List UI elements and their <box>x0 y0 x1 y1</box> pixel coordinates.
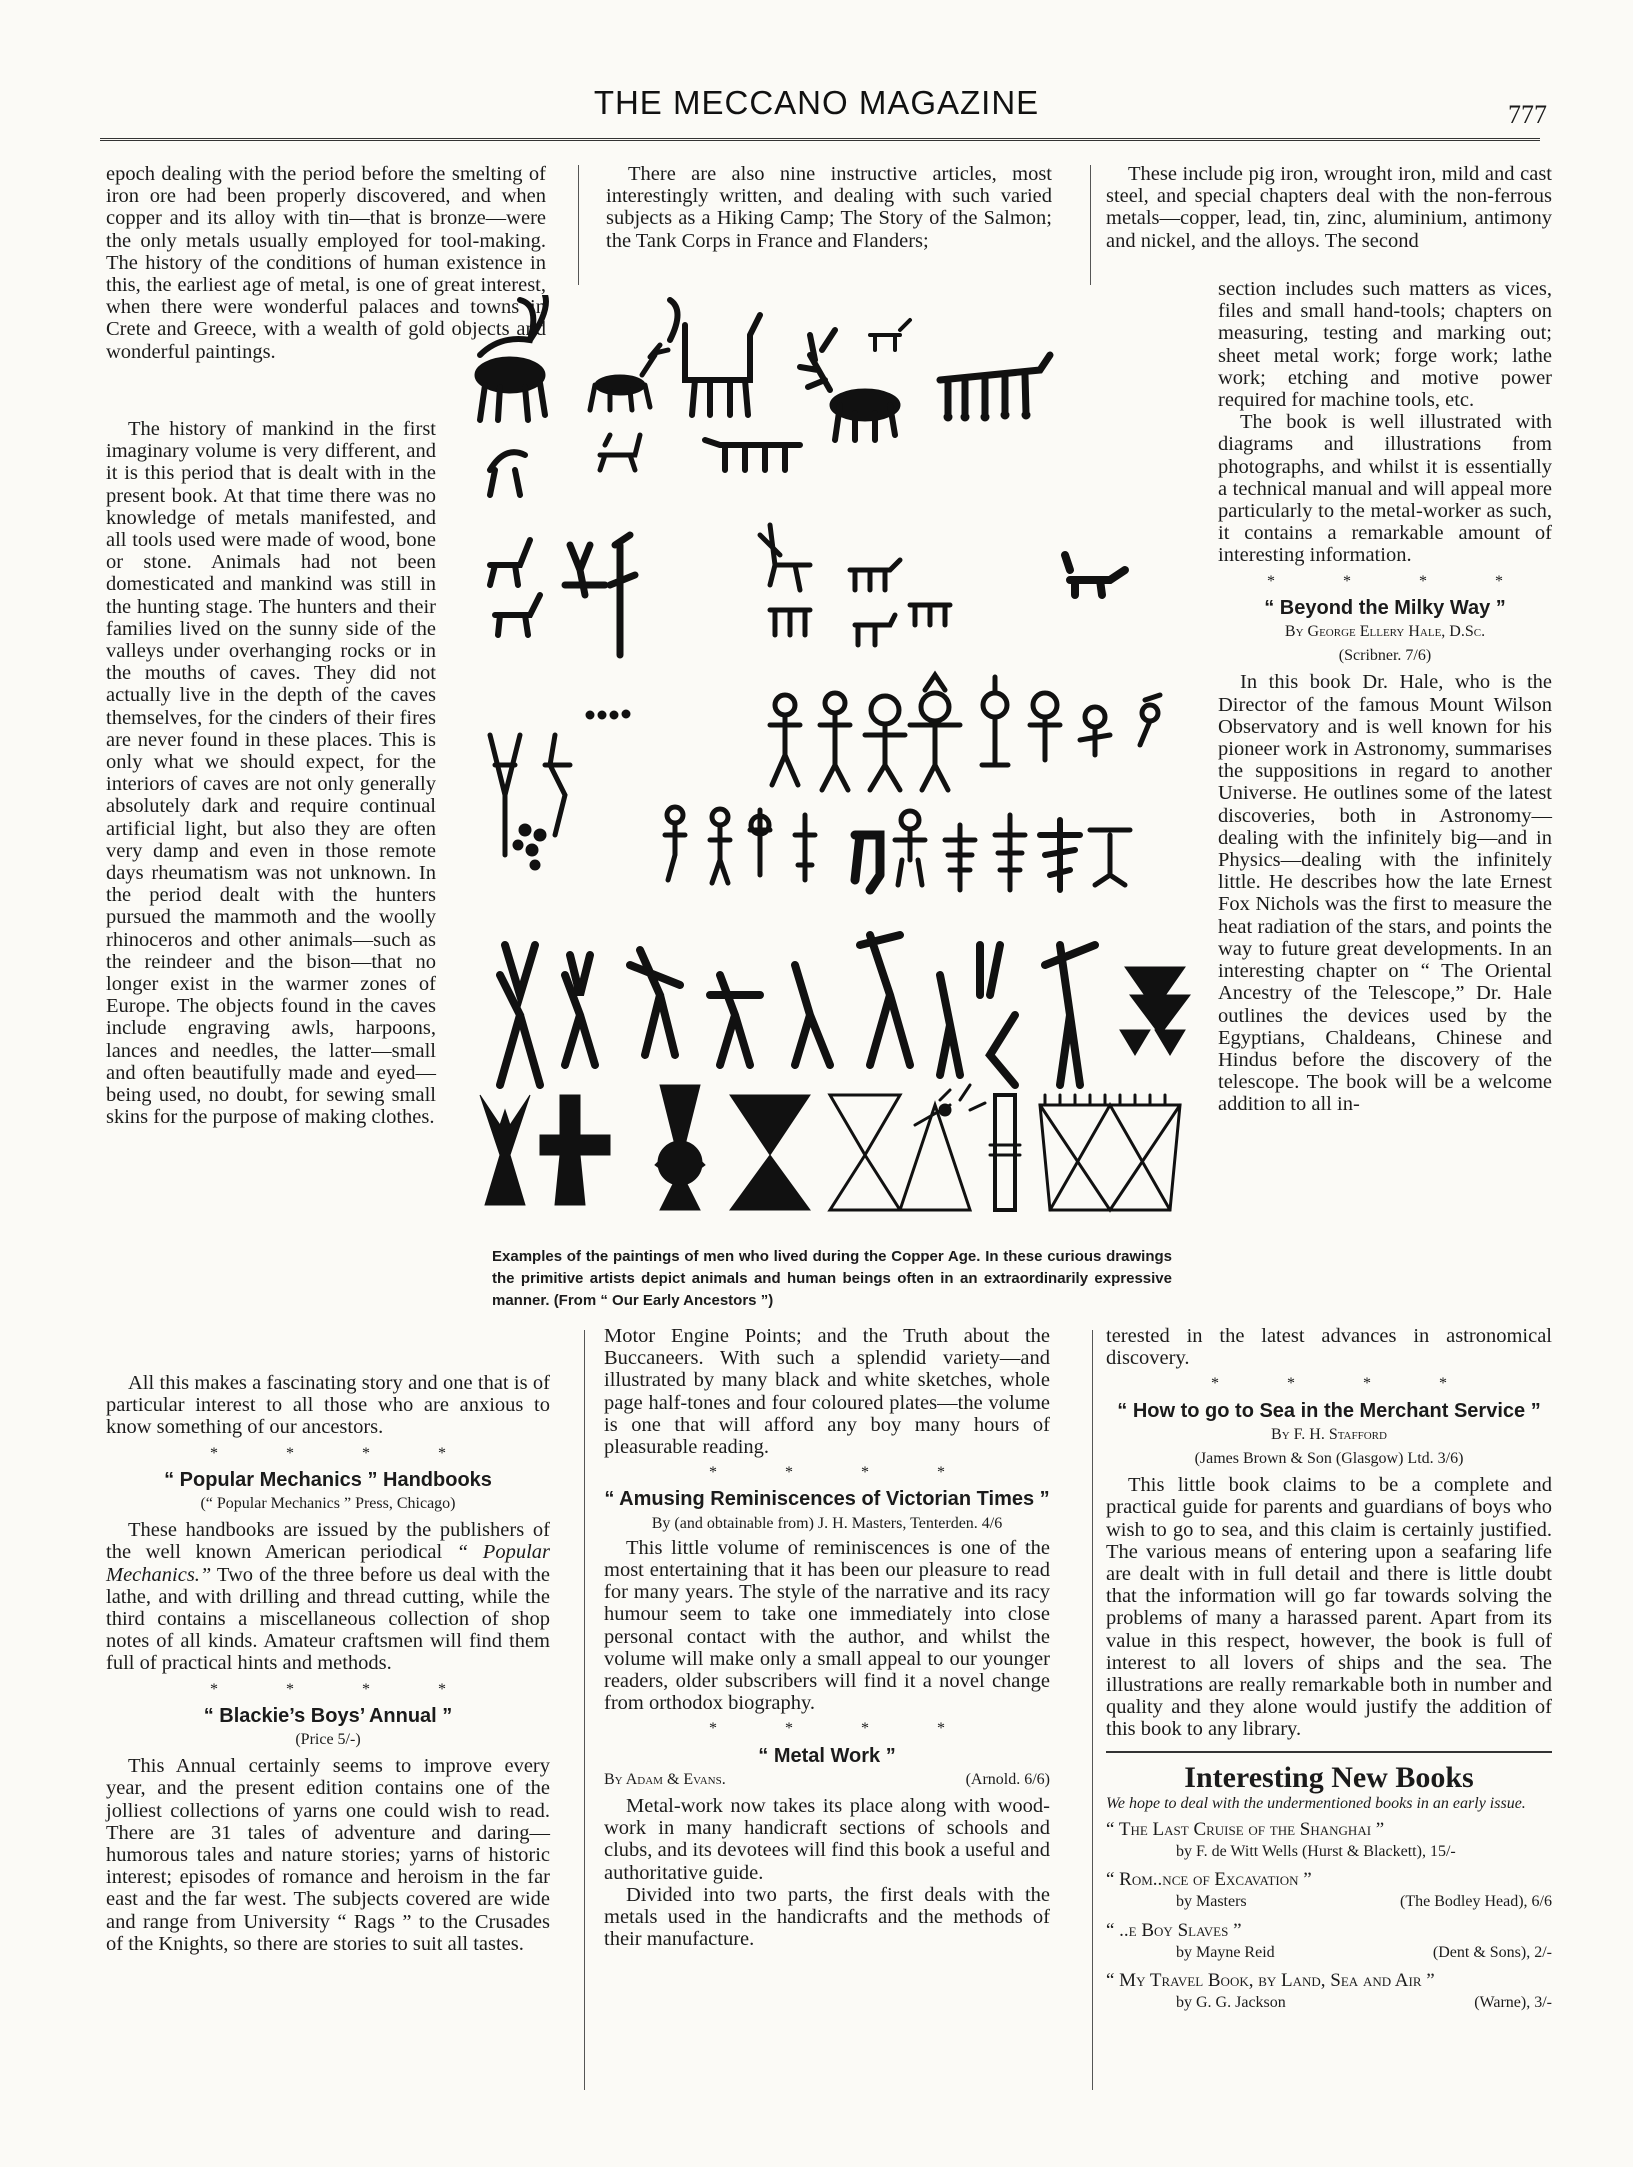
blackie-heading: “ Blackie’s Boys’ Annual ” <box>203 1704 453 1727</box>
horse-drawing <box>940 355 1050 421</box>
metal-work-price: (Arnold. 6/6) <box>965 1770 1050 1788</box>
row3-tall-figure <box>610 535 635 655</box>
figure-caption: Examples of the paintings of men who lived during the Copper Age. In these curious drawings the primitive artists depict animals and human beings often in an extraordinarily expressive manner. (From “ Our Early Ancestors ”) <box>492 1248 1172 1309</box>
new-book-item <box>1106 1970 1552 2014</box>
merchant-service-author: By F. H. Stafford <box>1271 1425 1387 1443</box>
column-2-top <box>606 163 1052 252</box>
milky-way-publisher: (Scribner. 7/6) <box>1338 647 1432 665</box>
new-book-title: “ Rom..nce of Excavation ” <box>1106 1869 1312 1891</box>
row3-animal-6 <box>770 610 810 635</box>
new-book-item <box>1106 1920 1552 1964</box>
new-book-publisher: (The Bodley Head), 6/6 <box>1400 1893 1552 1911</box>
column-rule-bottom-right <box>1092 1330 1093 2090</box>
section-separator: * * * * <box>1267 572 1535 590</box>
milky-way-author: By George Ellery Hale, D.Sc. <box>1284 623 1486 641</box>
new-book-publisher: (Warne), 3/- <box>1474 1994 1552 2012</box>
column-rule-top-left <box>578 165 579 285</box>
column-1-main <box>106 418 436 1129</box>
new-book-byline <box>1106 1891 1552 1913</box>
human-figures-row-3 <box>665 807 1130 890</box>
new-book-item <box>1106 1819 1552 1863</box>
section-separator: * * * * <box>709 1464 977 1482</box>
column-3-lower <box>1106 1325 1552 2014</box>
section-separator: * * * * <box>1211 1375 1479 1393</box>
metal-work-byline <box>604 1769 1050 1791</box>
amusing-reminiscences-review: This little volume of reminiscences is one of the most entertaining that it has been our pleasure to read for many years. The style of the narrative and its racy humour seem to take one immediately into close personal contact with the author, and whilst the volume will make only a small appeal to our younger readers, older subscribers will find it a novel change from orthodox biography. <box>604 1536 1050 1715</box>
row3-animal-2 <box>495 595 540 635</box>
ibex-drawing <box>475 295 546 420</box>
column-3-top <box>1106 163 1552 252</box>
new-book-author: by Masters <box>1176 1893 1247 1911</box>
row3-animal-5 <box>910 605 950 625</box>
metal-work-heading: “ Metal Work ” <box>758 1744 896 1767</box>
merchant-service-heading: “ How to go to Sea in the Merchant Service ” <box>1117 1399 1541 1422</box>
new-book-author: by Mayne Reid <box>1176 1943 1275 1961</box>
new-books-note: We hope to deal with the undermentioned books in an early issue. <box>1106 1794 1526 1812</box>
human-figures-row-2 <box>490 735 570 855</box>
metal-work-para-2: Divided into two parts, the first deals with the metals used in the handicrafts and the methods of their manufacture. <box>604 1883 1050 1951</box>
small-deer-drawing <box>600 435 640 470</box>
popular-text-a: These handbooks are issued by the publishers of the well known American periodical <box>106 1519 550 1564</box>
goat-drawing <box>670 300 760 415</box>
popular-text-b: Two of the three before us deal with the lathe, and with drilling and thread cutting, while the third contains a miscellaneous collection of shop notes of all kinds. Amateur craftsmen will find them full of practical hints and methods. <box>106 1563 550 1675</box>
col3-cont-text: terested in the latest advances in astronomical discovery. <box>1106 1325 1552 1370</box>
human-figures-row-1 <box>770 675 1160 790</box>
column-rule-bottom-left <box>584 1330 585 2090</box>
blackie-price: (Price 5/-) <box>295 1731 361 1749</box>
section-separator: * * * * <box>709 1720 977 1738</box>
col2-cont-text: Motor Engine Points; and the Truth about the Buccaneers. With such a splendid variety—and illustrated by many black and white sketches, whole page half-tones and four coloured plates—the volume is one that will afford any boy many hours of pleasurable reading. <box>604 1325 1050 1459</box>
section-separator: * * * * <box>210 1680 478 1698</box>
blackie-review: This Annual certainly seems to improve every year, and the present edition contains one of the jolliest collections of yarns one could wish to read. There are 31 tales of adventure and daring—humorous tales and nature stories; yarns of historic interest; episodes of romance and heroism in the far east and the far west. The subjects covered are wide and range from University “ Rags ” to the Crusades of the Knights, so there are stories to suit all tastes. <box>106 1755 550 1955</box>
milky-way-heading: “ Beyond the Milky Way ” <box>1264 596 1506 619</box>
magazine-title: THE MECCANO MAGAZINE <box>593 84 1040 121</box>
amusing-reminiscences-heading: “ Amusing Reminiscences of Victorian Times ” <box>604 1488 1050 1511</box>
row3-animal-3 <box>760 525 810 590</box>
cave-paintings-figure <box>470 295 1200 1230</box>
new-books-rule <box>1106 1751 1552 1753</box>
section-separator: * * * * <box>210 1444 478 1462</box>
new-books-heading: Interesting New Books <box>1184 1760 1474 1794</box>
row3-figure <box>565 545 605 595</box>
popular-mechanics-publisher: (“ Popular Mechanics ” Press, Chicago) <box>200 1495 456 1513</box>
new-book-publisher: (Dent & Sons), 2/- <box>1432 1943 1552 1961</box>
figures-row-5 <box>480 1085 1180 1210</box>
milky-way-review: In this book Dr. Hale, who is the Director of the famous Mount Wilson Observatory and is well known for his pioneer work in Astronomy, summarises the suppositions in regard to another Universe. He outlines some of the latest discoveries, both in Astronomy—dealing with the infinitely big—and in Physics—dealing with the infinitely little. He describes how the late Ernest Fox Nichols was the first to measure the heat radiation of the stars, and points the way to future great developments. In an interesting chapter on “ The Oriental Ancestry of the Telescope,” Dr. Hale outlines the devices used by the Egyptians, Chaldeans, Chinese and Hindus before the discovery of the telescope. The book will be a welcome addition to all in- <box>1218 671 1552 1116</box>
merchant-service-review: This little book claims to be a complete and practical guide for parents and guardians of boys who wish to go to sea, and this claim is certainly justified. The various means of entering upon a seafaring life are dealt with in full detail and there is little doubt that the information will go far towards solving the problems of many a harassed parent. Apart from its value in this respect, however, the book is full of interest to all lovers of ships and the sea. The illustrations are really remarkable both in number and quality and they alone would justify the addition of this book to any library. <box>1106 1474 1552 1741</box>
col3-para-1: section includes such matters as vices, files and small hand-tools; chapters on measuring, testing and marking out; sheet metal work; forge work; lathe work; etching and motive power required for machine tools, etc. <box>1218 278 1552 412</box>
reindeer-drawing <box>800 320 910 440</box>
popular-mechanics-heading: “ Popular Mechanics ” Handbooks <box>164 1468 492 1491</box>
merchant-service-publisher: (James Brown & Son (Glasgow) Ltd. 3/6) <box>1194 1450 1464 1468</box>
col1-para-2: The history of mankind in the first imaginary volume is very different, and it is this period that is dealt with in the present book. At that time there was no knowledge of metals manifested, and all tools used were made of wood, bone or stone. Animals had not been domesticated and mankind was still in the hunting stage. The hunters and their families lived on the sunny side of the valleys under overhanging rocks or in the mouths of caves. They did not actually live in the depth of the caves themselves, for the cinders of their fires are never found in these places. This is only what we should expect, for the interiors of caves are not only generally absolutely dark and require continual artificial light, but also they are often very damp and even in those remote days rheumatism was not unknown. In the period dealt with the hunters pursued the mammoth and the woolly rhinoceros and other animals—such as the reindeer and the bison—that no longer exist in the warmer zones of Europe. The objects found in the caves include engraving awls, harpoons, lances and needles, the latter—small and often beautifully made and eyed—being used, no doubt, for sewing small skins for the purpose of making clothes. <box>106 418 436 1129</box>
deer-drawing <box>590 345 668 410</box>
row3-animal-4 <box>850 560 900 590</box>
col1-para-1: epoch dealing with the period before the smelting of iron ore had been properly discovered, and when copper and its alloy with tin—that is bronze—were the only metals usually employed for tool-making. The history of the conditions of human existence in this, the earliest age of metal, is one of great interest, when there were wonderful palaces and towns in Crete and Greece, with a wealth of gold objects and wonderful paintings. <box>106 163 546 363</box>
col3-top-text: These include pig iron, wrought iron, mild and cast steel, and special chapters deal with the non-ferrous metals—copper, lead, tin, zinc, aluminium, antimony and nickel, and the alloys. The second <box>1106 163 1552 252</box>
popular-mechanics-review <box>106 1519 550 1674</box>
column-2-lower <box>604 1325 1050 1950</box>
metal-work-author: By Adam & Evans. <box>604 1770 726 1788</box>
new-book-title: “ ..e Boy Slaves ” <box>1106 1919 1242 1941</box>
popular-text-italic: “ Popular Mechanics.” <box>106 1541 550 1586</box>
new-book-author: by G. G. Jackson <box>1176 1994 1286 2012</box>
new-books-list <box>1106 1819 1552 2015</box>
new-book-byline <box>1106 1841 1552 1863</box>
human-figures-row-4 <box>500 935 1095 1085</box>
new-book-byline <box>1106 1942 1552 1964</box>
new-book-title: “ The Last Cruise of the Shanghai ” <box>1106 1818 1385 1840</box>
amusing-reminiscences-author: By (and obtainable from) J. H. Masters, Tenterden. 4/6 <box>651 1514 1003 1532</box>
column-rule-top-right <box>1090 165 1091 285</box>
new-book-author: by F. de Witt Wells (Hurst & Blackett), 15/- <box>1176 1843 1456 1861</box>
metal-work-para-1: Metal-work now takes its place along with wood-work in many handicraft sections of schools and clubs, and its devotees will find this book a useful and authoritative guide. <box>604 1795 1050 1884</box>
col3-para-2: The book is well illustrated with diagrams and illustrations from photographs, and whilst it is essentially a technical manual and will appeal more particularly to the metal-worker as such, it contains a remarkable amount of interesting information. <box>1218 411 1552 567</box>
row3-animal-7 <box>855 615 895 645</box>
column-1-bottom <box>106 1372 550 1955</box>
col1-para-3: All this makes a fascinating story and one that is of particular interest to all those who are anxious to know something of our ancestors. <box>106 1372 550 1439</box>
long-animal-drawing <box>705 440 800 470</box>
page-number: 777 <box>1508 100 1547 129</box>
new-book-title: “ My Travel Book, by Land, Sea and Air ” <box>1106 1970 1435 1992</box>
small-goat-drawing <box>490 452 525 495</box>
col2-top-text: There are also nine instructive articles, most interestingly written, and dealing with such varied subjects as a Hiking Camp; The Story of the Salmon; the Tank Corps in France and Flanders; <box>606 163 1052 252</box>
header-rule <box>100 138 1540 141</box>
new-book-item <box>1106 1869 1552 1913</box>
column-3-upper <box>1218 278 1552 1116</box>
row3-bull <box>1065 555 1125 595</box>
row3-animal-1 <box>490 540 530 585</box>
new-book-byline <box>1106 1992 1552 2014</box>
